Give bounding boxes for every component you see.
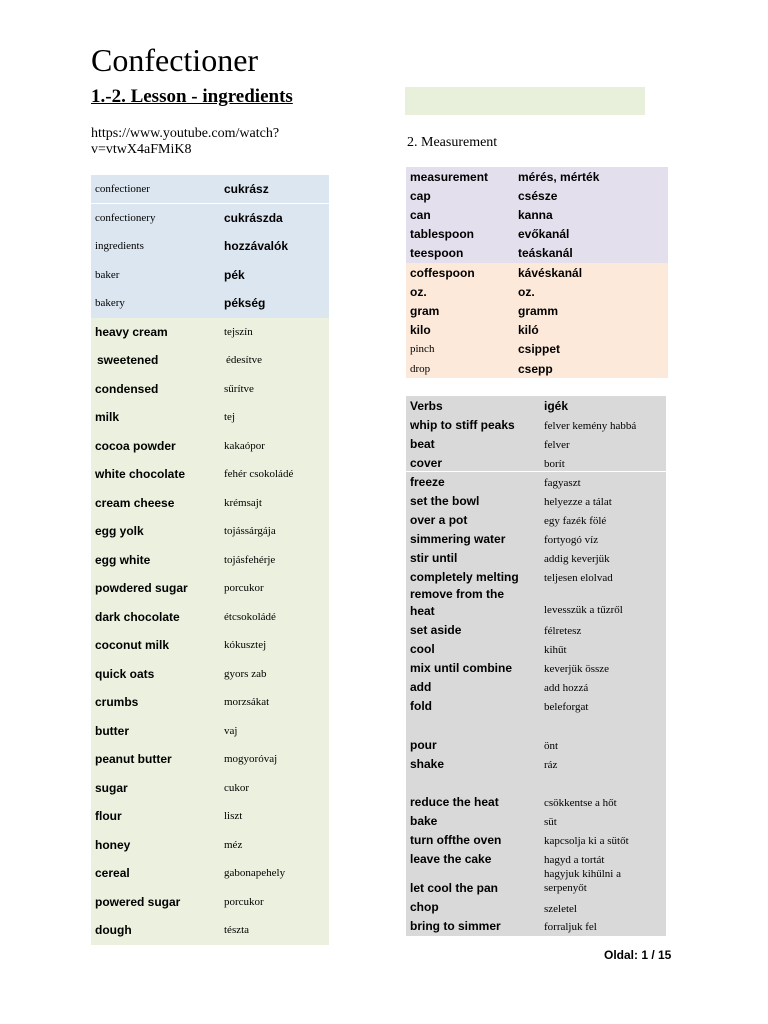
ingredient-hungarian: mogyoróvaj [224, 753, 278, 766]
verbs-table [406, 396, 666, 936]
verb-hungarian: felver kemény habbá [544, 420, 637, 432]
ingredient-hungarian: kókusztej [224, 639, 267, 652]
verb-english: freeze [410, 475, 445, 489]
verb-english: shake [410, 757, 445, 771]
ingredient-english: dark chocolate [95, 609, 180, 624]
ingredient-hungarian: hozzávalók [224, 239, 289, 254]
ingredient-hungarian: pék [224, 267, 245, 282]
table-row [91, 802, 329, 831]
table-row [406, 263, 668, 282]
measurement-hungarian: evőkanál [518, 227, 570, 242]
ingredient-english: baker [95, 268, 120, 281]
table-row [406, 205, 668, 224]
ingredient-english: crumbs [95, 695, 139, 710]
verb-english: mix until combine [410, 661, 513, 675]
ingredient-english: cereal [95, 866, 130, 881]
measurement-hungarian: csésze [518, 188, 558, 203]
table-row [406, 225, 668, 244]
measurement-english: measurement [410, 169, 489, 184]
ingredient-hungarian: vaj [224, 724, 238, 737]
verb-english: turn offthe oven [410, 833, 502, 847]
table-row [406, 301, 668, 320]
verb-hungarian: szeletel [544, 903, 577, 915]
verb-hungarian: teljesen elolvad [544, 572, 613, 584]
table-row [406, 282, 668, 301]
table-row [91, 774, 329, 803]
table-row [406, 167, 668, 186]
verb-hungarian: hagyd a tortát [544, 854, 605, 866]
table-row [91, 375, 329, 404]
table-row [91, 517, 329, 546]
table-row [91, 346, 329, 375]
measurement-hungarian: kávéskanál [518, 265, 583, 280]
ingredient-hungarian: porcukor [224, 582, 264, 595]
table-row [91, 546, 329, 575]
measurement-english: drop [410, 362, 431, 375]
verb-english: remove from the [410, 587, 505, 601]
page-footer: Oldal: 1 / 15 [604, 948, 672, 962]
verb-english: chop [410, 900, 439, 914]
table-row [91, 603, 329, 632]
verb-hungarian: csökkentse a hőt [544, 797, 617, 809]
table-row [91, 289, 329, 318]
verb-english: set aside [410, 623, 462, 637]
measurement-english: oz. [410, 284, 427, 299]
table-row [91, 745, 329, 774]
ingredient-english: sugar [95, 780, 128, 795]
verb-hungarian: fortyogó víz [544, 534, 599, 546]
table-row [406, 340, 668, 359]
table-row [91, 318, 329, 347]
verb-english: whip to stiff peaks [410, 418, 515, 432]
verb-hungarian: egy fazék fölé [544, 515, 607, 527]
verb-hungarian: helyezze a tálat [544, 496, 612, 508]
table-row [91, 717, 329, 746]
ingredient-hungarian: morzsákat [224, 696, 270, 709]
ingredient-hungarian: cukor [224, 781, 250, 794]
verb-english: completely melting [410, 570, 519, 584]
table-row [91, 232, 329, 261]
video-link[interactable]: https://www.youtube.com/watch? v=vtwX4aFMiK8 [91, 126, 280, 157]
ingredient-english: powered sugar [95, 894, 181, 909]
verb-english: let cool the pan [410, 881, 499, 895]
ingredient-english: heavy cream [95, 324, 168, 339]
ingredient-hungarian: tojássárgája [224, 525, 276, 538]
verb-hungarian: beleforgat [544, 701, 589, 713]
verb-hungarian: felver [544, 439, 570, 451]
verb-hungarian: süt [544, 816, 557, 828]
ingredient-hungarian: gyors zab [224, 667, 267, 680]
lesson-heading: 1.-2. Lesson - ingredients [91, 86, 293, 107]
verb-english: stir until [410, 551, 458, 565]
ingredient-hungarian: méz [224, 838, 243, 851]
table-row [91, 432, 329, 461]
verb-hungarian: forraljuk fel [544, 921, 597, 933]
ingredient-hungarian: fehér csokoládé [224, 468, 294, 481]
table-row [91, 403, 329, 432]
table-row [91, 460, 329, 489]
ingredient-hungarian: cukrászda [224, 210, 283, 225]
verb-english: heat [410, 604, 435, 618]
ingredient-english: confectionery [95, 211, 156, 224]
table-row [91, 574, 329, 603]
ingredient-hungarian: tészta [224, 924, 250, 937]
ingredient-english: flour [95, 809, 122, 824]
verb-english: beat [410, 437, 435, 451]
measurement-english: pinch [410, 343, 435, 356]
ingredient-english: milk [95, 410, 120, 425]
page-title: Confectioner [91, 42, 259, 78]
ingredient-english: bakery [95, 297, 125, 310]
verb-hungarian: addig keverjük [544, 553, 610, 565]
verb-hungarian: ráz [544, 759, 558, 771]
table-row [91, 688, 329, 717]
verb-hungarian: keverjük össze [544, 663, 610, 675]
ingredient-english: peanut butter [95, 752, 172, 767]
verb-hungarian: add hozzá [544, 682, 589, 694]
ingredient-hungarian: tojásfehérje [224, 553, 276, 566]
verb-hungarian: hagyjuk kihűlni a [544, 868, 621, 880]
ingredient-english: cream cheese [95, 495, 175, 510]
verbs-header-en: Verbs [410, 399, 443, 413]
table-row [406, 186, 668, 205]
ingredient-hungarian: kakaópor [224, 439, 265, 452]
ingredient-english: powdered sugar [95, 581, 188, 596]
ingredient-english: sweetened [97, 353, 159, 368]
table-row [91, 916, 329, 945]
verb-hungarian: levesszük a tűzről [544, 604, 623, 616]
table-row [91, 660, 329, 689]
ingredient-english: confectioner [95, 183, 150, 196]
table-divider [406, 471, 666, 472]
verb-hungarian: félretesz [544, 625, 582, 637]
table-row [91, 888, 329, 917]
ingredient-english: egg white [95, 552, 151, 567]
measurement-english: tablespoon [410, 227, 475, 242]
ingredient-english: ingredients [95, 240, 144, 253]
verb-english: simmering water [410, 532, 506, 546]
ingredient-english: dough [95, 923, 132, 938]
verb-english: bring to simmer [410, 919, 501, 933]
ingredient-english: white chocolate [95, 467, 186, 482]
verb-hungarian: kapcsolja ki a sütőt [544, 835, 629, 847]
table-row [406, 359, 668, 378]
measurement-english: kilo [410, 323, 431, 338]
verb-english: bake [410, 814, 438, 828]
verb-english: over a pot [410, 513, 468, 527]
verb-english: cool [410, 642, 435, 656]
verb-hungarian: borít [544, 458, 565, 470]
ingredient-english: condensed [95, 381, 159, 396]
ingredient-english: cocoa powder [95, 438, 176, 453]
table-row [91, 204, 329, 233]
verb-english: leave the cake [410, 852, 492, 866]
ingredient-english: honey [95, 837, 131, 852]
measurement-hungarian: csepp [518, 361, 553, 376]
ingredient-english: butter [95, 723, 129, 738]
measurement-hungarian: kiló [518, 323, 539, 338]
ingredient-hungarian: cukrász [224, 182, 269, 197]
table-row [91, 859, 329, 888]
measurement-hungarian: mérés, mérték [518, 169, 600, 184]
ingredient-hungarian: porcukor [224, 895, 264, 908]
ingredient-english: quick oats [95, 666, 155, 681]
ingredient-hungarian: krémsajt [224, 496, 262, 509]
table-divider [91, 203, 329, 204]
verb-english: add [410, 680, 432, 694]
green-highlight-bar [405, 87, 645, 115]
ingredient-hungarian: pékség [224, 296, 266, 311]
table-row [91, 175, 329, 204]
measurement-english: coffespoon [410, 265, 475, 280]
ingredient-hungarian: tej [224, 411, 235, 424]
table-row [406, 244, 668, 263]
measurement-hungarian: oz. [518, 284, 535, 299]
verb-hungarian: önt [544, 740, 559, 752]
verb-english: cover [410, 456, 443, 470]
ingredient-english: coconut milk [95, 638, 170, 653]
table-row [406, 321, 668, 340]
measurement-english: can [410, 207, 431, 222]
table-row [91, 631, 329, 660]
verb-hungarian: kihűt [544, 644, 567, 656]
measurement-hungarian: kanna [518, 207, 553, 222]
ingredient-hungarian: sűrítve [224, 382, 254, 395]
measurement-heading: 2. Measurement [407, 135, 498, 150]
measurement-english: gram [410, 303, 440, 318]
verb-english: pour [410, 738, 437, 752]
measurement-english: teespoon [410, 246, 464, 261]
ingredient-english: egg yolk [95, 524, 144, 539]
verb-english: fold [410, 699, 432, 713]
measurement-english: cap [410, 188, 431, 203]
ingredient-hungarian: tejszín [224, 325, 253, 338]
measurement-hungarian: csippet [518, 342, 561, 357]
table-row [91, 261, 329, 290]
ingredient-hungarian: liszt [224, 810, 243, 823]
verb-english: set the bowl [410, 494, 480, 508]
table-row [91, 831, 329, 860]
ingredient-hungarian: édesítve [226, 354, 263, 367]
measurement-hungarian: gramm [518, 303, 559, 318]
verb-hungarian: fagyaszt [544, 477, 581, 489]
verb-english: reduce the heat [410, 795, 499, 809]
table-row [91, 489, 329, 518]
ingredient-hungarian: gabonapehely [224, 867, 286, 880]
ingredient-hungarian: étcsokoládé [224, 610, 276, 623]
measurement-hungarian: teáskanál [518, 246, 573, 261]
verb-hungarian: serpenyőt [544, 882, 587, 894]
verbs-header-hu: igék [544, 399, 569, 413]
